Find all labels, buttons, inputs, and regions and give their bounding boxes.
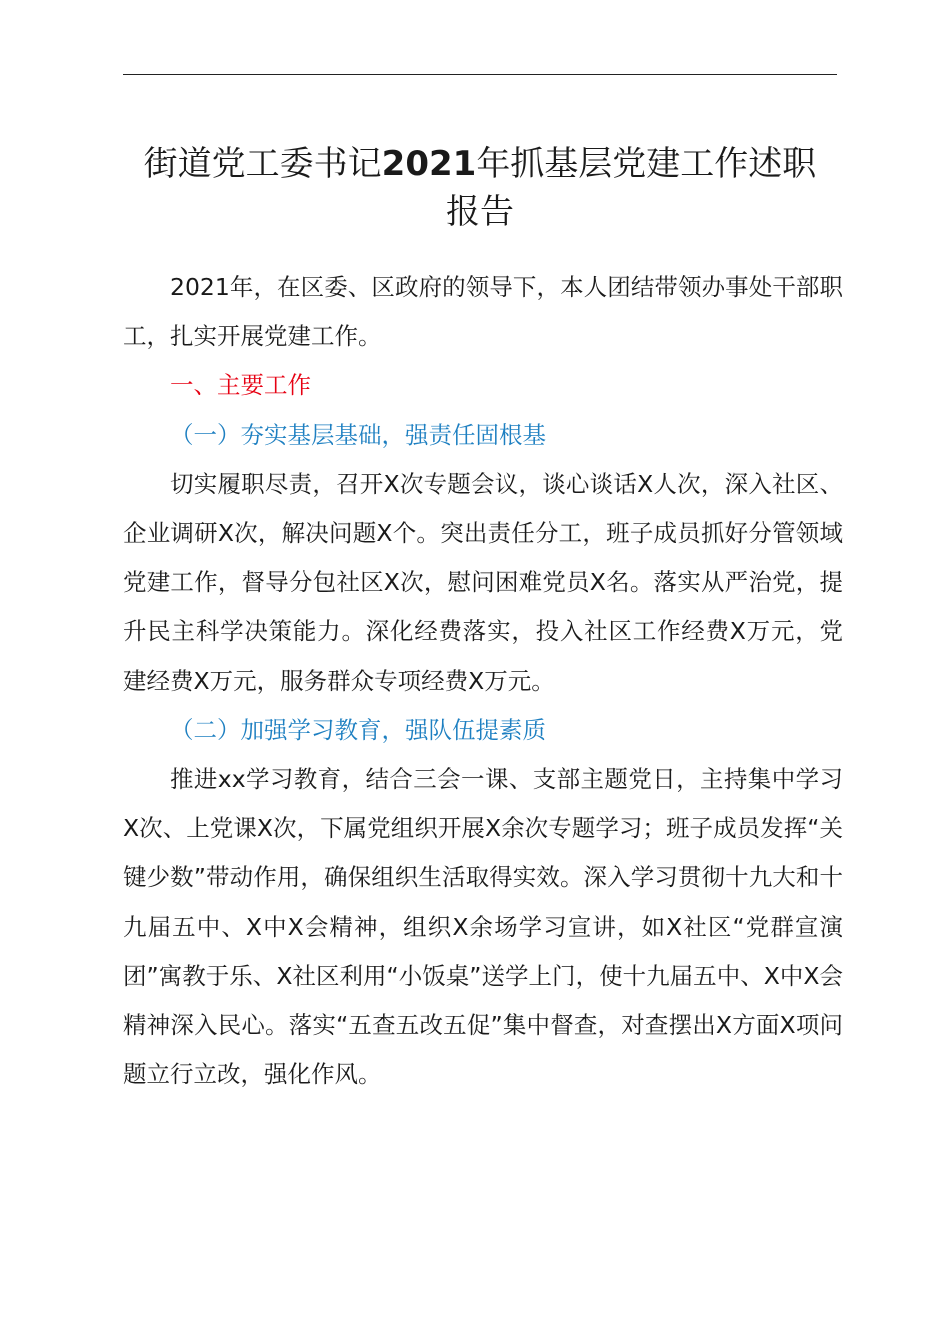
subsection-heading-1: （一）夯实基层基础，强责任固根基 (170, 420, 546, 449)
title-year: 2021 (381, 144, 477, 184)
subsection-heading-2: （二）加强学习教育，强队伍提素质 (170, 715, 546, 744)
title-part2: 年抓基层党建工作述职 (476, 144, 817, 184)
title-part1: 街道党工委书记 (143, 144, 382, 184)
document-body (123, 263, 843, 1099)
header-rule (123, 74, 837, 75)
intro-paragraph: 2021年，在区委、区政府的领导下，本人团结带领办事处干部职工，扎实开展党建工作。 (123, 273, 843, 351)
title-line2: 报告 (446, 192, 514, 232)
section-heading-main-work: 一、主要工作 (170, 371, 311, 400)
document-title (100, 140, 860, 236)
subsection-1-paragraph: 切实履职尽责，召开X次专题会议，谈心谈话X人次，深入社区、企业调研X次，解决问题X个。突出责任分工，班子成员抓好分管领域党建工作，督导分包社区X次，慰问困难党员X名。落实从严治党，提升民主科学决策能力。深化经费落实，投入社区工作经费X万元，党建经费X万元，服务群众专项经费X万元。 (123, 469, 843, 695)
subsection-2-paragraph: 推进xx学习教育，结合三会一课、支部主题党日，主持集中学习X次、上党课X次，下属党组织开展X余次专题学习；班子成员发挥“关键少数”带动作用，确保组织生活取得实效。深入学习贯彻十九大和十九届五中、X中X会精神，组织X余场学习宣讲，如X社区“党群宣演团”寓教于乐、X社区利用“小饭桌”送学上门，使十九届五中、X中X会精神深入民心。落实“五查五改五促”集中督查，对查摆出X方面X项问题立行立改，强化作风。 (123, 765, 843, 1089)
